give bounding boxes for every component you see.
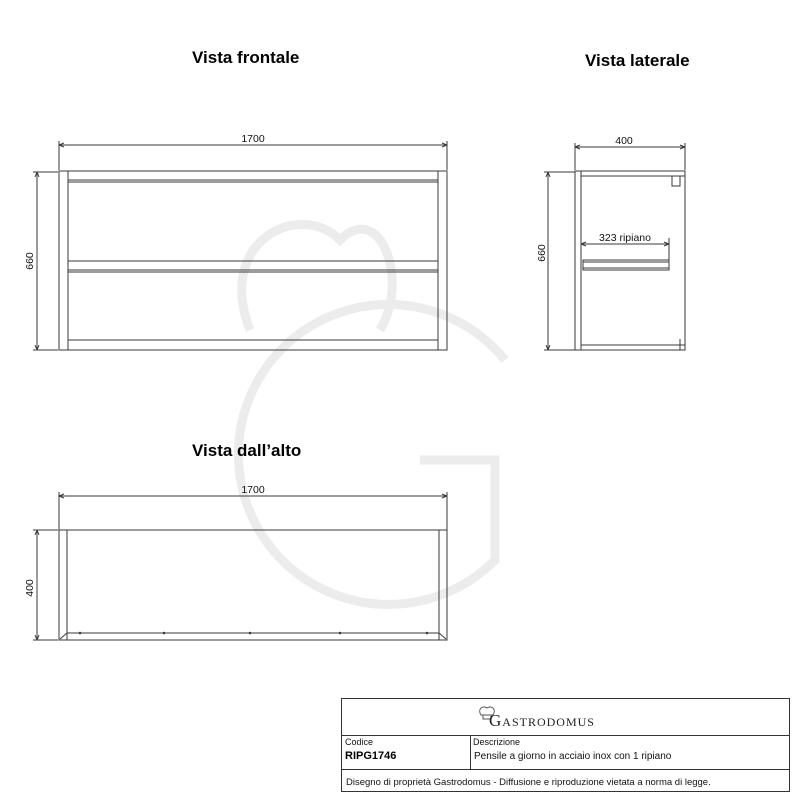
top-width-dim-label: 1700 <box>241 484 265 496</box>
top-view-title: Vista dall’alto <box>192 441 302 460</box>
front-width-dim-label: 1700 <box>241 133 265 145</box>
description-cell <box>470 735 789 770</box>
title-block <box>341 698 790 792</box>
front-height-dim-label: 660 <box>24 252 36 270</box>
front-view <box>33 141 447 350</box>
title-block-logo-area <box>342 699 789 736</box>
screw <box>163 632 166 635</box>
top-depth-dim-label: 400 <box>24 579 36 597</box>
side-shelf-dim-label: 323 ripiano <box>599 232 651 244</box>
side-depth-dim-label: 400 <box>615 135 633 147</box>
screw <box>79 632 82 635</box>
brand-name: Gastrodomus <box>489 711 595 730</box>
ownership-notice: Disegno di proprietà Gastrodomus - Diffusione e riproduzione vietata a norma di legge. <box>346 777 711 788</box>
code-label: Codice <box>345 737 374 747</box>
side-height-dim-label: 660 <box>536 244 548 262</box>
screw <box>249 632 252 635</box>
code-cell <box>342 735 471 770</box>
screw <box>339 632 342 635</box>
top-view <box>33 492 447 640</box>
side-view <box>544 143 685 350</box>
side-view-title: Vista laterale <box>585 51 690 70</box>
description-label: Descrizione <box>473 737 521 747</box>
code-value: RIPG1746 <box>345 750 397 762</box>
screw <box>426 632 429 635</box>
front-view-title: Vista frontale <box>192 48 300 67</box>
description-value: Pensile a giorno in acciaio inox con 1 ripiano <box>474 751 672 762</box>
top-cabinet-outline <box>59 530 447 640</box>
